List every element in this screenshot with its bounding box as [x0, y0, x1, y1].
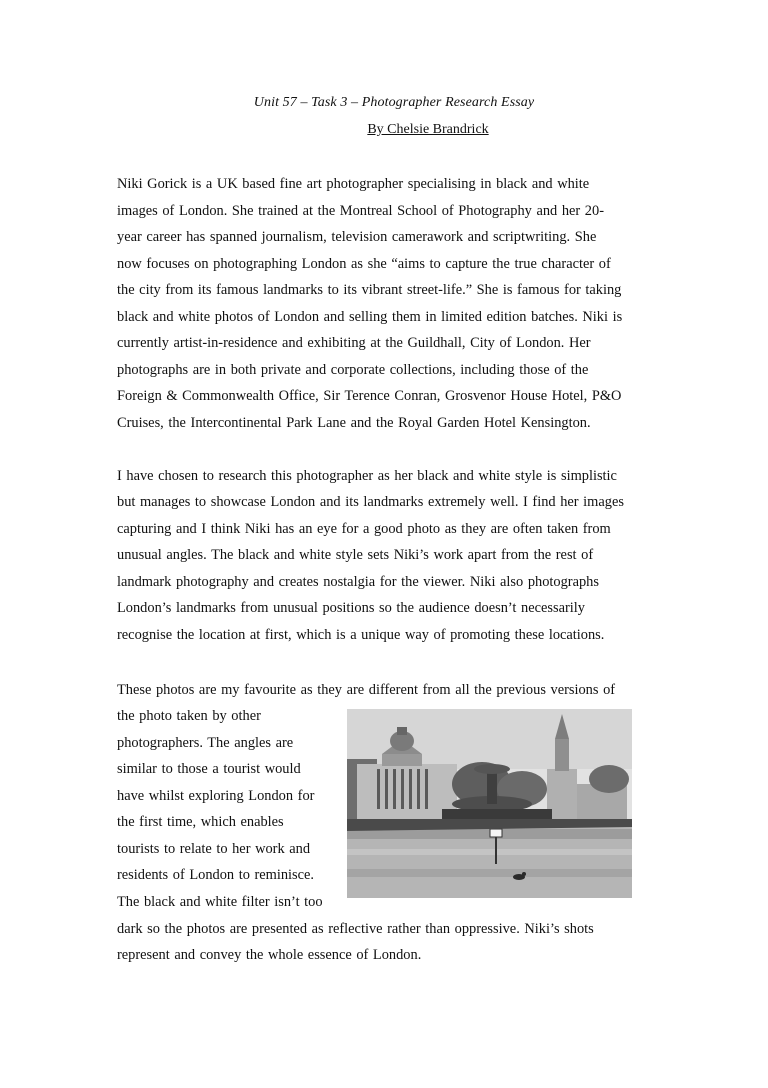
essay-author: By Chelsie Brandrick [367, 122, 489, 137]
essay-title: Unit 57 – Task 3 – Photographer Research Essay [253, 95, 535, 110]
text-line: residents of London to reminisce. [117, 867, 315, 883]
text-line: Niki Gorick is a UK based fine art photographer specialising in black and white [117, 176, 590, 192]
text-line: the city from its famous landmarks to its vibrant street-life.” She is famous for taking [117, 282, 622, 298]
text-line: I have chosen to research this photographer as her black and white style is simplistic [117, 468, 617, 484]
text-line: the first time, which enables [117, 814, 284, 830]
text-line: black and white photos of London and selling them in limited edition batches. Niki is [117, 309, 623, 325]
text-line: landmark photography and creates nostalgia for the viewer. Niki also photographs [117, 574, 599, 590]
trafalgar-square-photo [347, 709, 632, 898]
text-line: currently artist-in-residence and exhibiting at the Guildhall, City of London. Her [117, 335, 591, 351]
text-line: These photos are my favourite as they are different from all the previous versions of [117, 682, 616, 698]
text-line: Foreign & Commonwealth Office, Sir Terence Conran, Grosvenor House Hotel, P&O [117, 388, 622, 404]
text-line: represent and convey the whole essence of London. [117, 947, 422, 963]
text-line: London’s landmarks from unusual positions so the audience doesn’t necessarily [117, 600, 585, 616]
text-line: but manages to showcase London and its landmarks extremely well. I find her images [117, 494, 624, 510]
text-line: the photo taken by other [117, 708, 261, 724]
text-line: similar to those a tourist would [117, 761, 301, 777]
text-line: have whilst exploring London for [117, 788, 315, 804]
text-line: capturing and I think Niki has an eye for a good photo as they are often taken from [117, 521, 611, 537]
text-line: year career has spanned journalism, television camerawork and scriptwriting. She [117, 229, 597, 245]
text-line: The black and white filter isn’t too [117, 894, 323, 910]
text-line: now focuses on photographing London as she “aims to capture the true character of [117, 256, 611, 272]
text-line: Cruises, the Intercontinental Park Lane and the Royal Garden Hotel Kensington. [117, 415, 591, 431]
text-line: photographers. The angles are [117, 735, 294, 751]
text-line: unusual angles. The black and white style sets Niki’s work apart from the rest of [117, 547, 594, 563]
text-line: dark so the photos are presented as reflective rather than oppressive. Niki’s shots [117, 921, 594, 937]
text-line: photographs are in both private and corporate collections, including those of the [117, 362, 589, 378]
text-line: recognise the location at first, which is a unique way of promoting these locations. [117, 627, 605, 643]
text-line: images of London. She trained at the Montreal School of Photography and her 20- [117, 203, 604, 219]
text-line: tourists to relate to her work and [117, 841, 311, 857]
